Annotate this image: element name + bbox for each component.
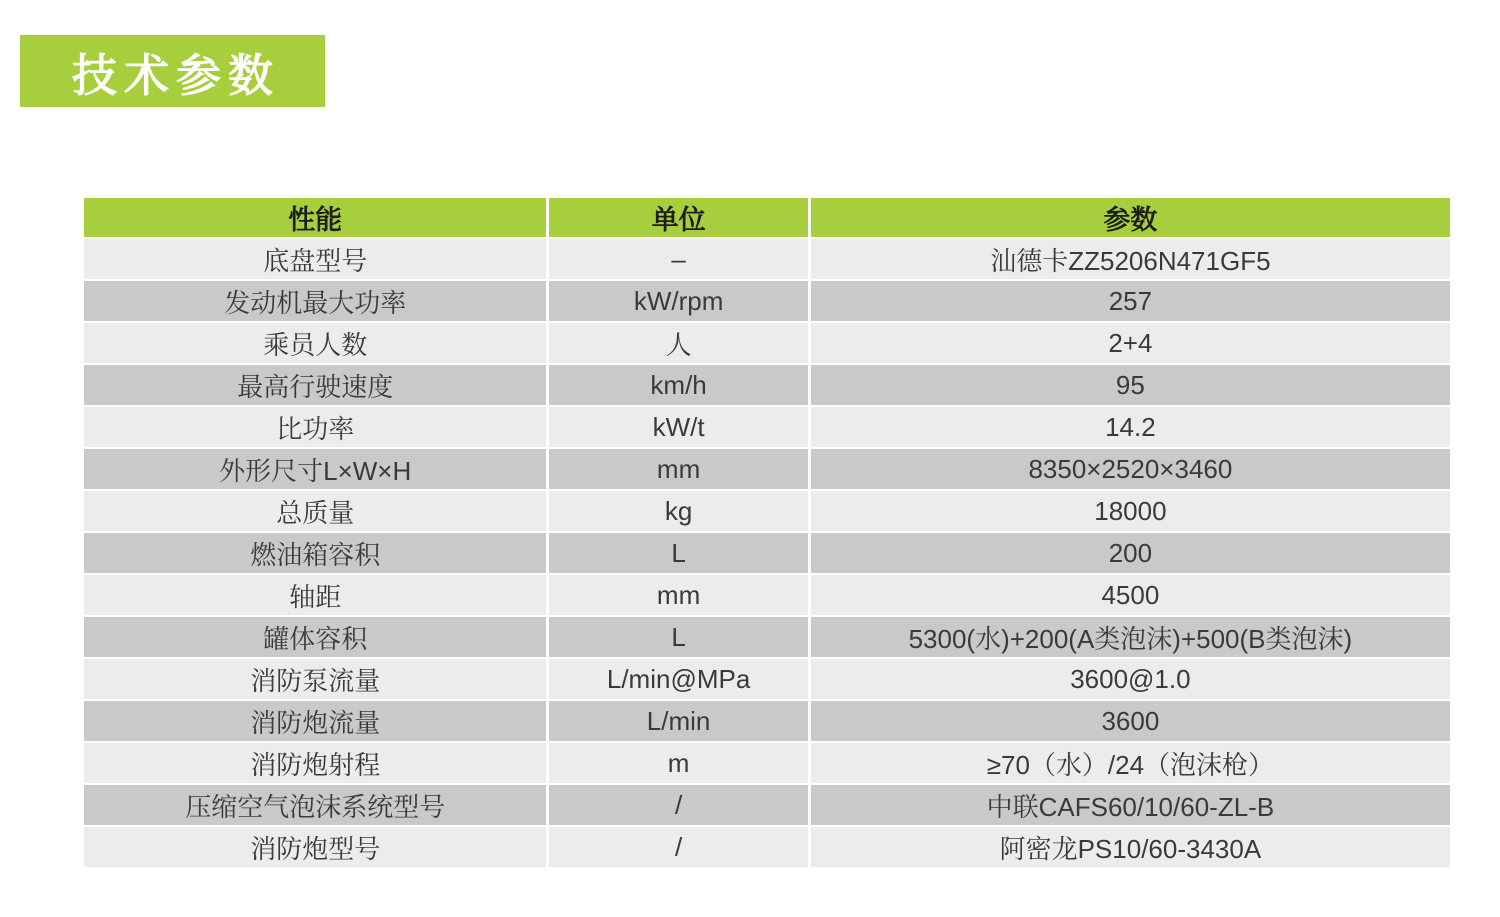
value-cell: 2+4 (811, 323, 1450, 363)
param-name-cell: 压缩空气泡沫系统型号 (84, 785, 546, 825)
value-cell: 阿密龙PS10/60-3430A (811, 827, 1450, 867)
value-cell: 8350×2520×3460 (811, 449, 1450, 489)
unit-cell: mm (549, 449, 807, 489)
table-row (84, 407, 1450, 447)
param-name-cell: 发动机最大功率 (84, 281, 546, 321)
param-name-cell: 消防炮射程 (84, 743, 546, 783)
param-name-cell: 罐体容积 (84, 617, 546, 657)
param-name-cell: 底盘型号 (84, 239, 546, 279)
unit-cell: kW/t (549, 407, 807, 447)
unit-cell: – (549, 239, 807, 279)
unit-cell: L (549, 617, 807, 657)
header-performance: 性能 (84, 198, 546, 237)
value-cell: ≥70（水）/24（泡沫枪） (811, 743, 1450, 783)
param-name-cell: 最高行驶速度 (84, 365, 546, 405)
table-row (84, 239, 1450, 279)
table-row (84, 743, 1450, 783)
param-name-cell: 总质量 (84, 491, 546, 531)
table-row (84, 827, 1450, 867)
table-row (84, 659, 1450, 699)
unit-cell: km/h (549, 365, 807, 405)
value-cell: 14.2 (811, 407, 1450, 447)
unit-cell: L/min@MPa (549, 659, 807, 699)
param-name-cell: 轴距 (84, 575, 546, 615)
param-name-cell: 燃油箱容积 (84, 533, 546, 573)
table-row (84, 491, 1450, 531)
table-row (84, 575, 1450, 615)
value-cell: 200 (811, 533, 1450, 573)
table-row (84, 701, 1450, 741)
value-cell: 3600 (811, 701, 1450, 741)
value-cell: 中联CAFS60/10/60-ZL-B (811, 785, 1450, 825)
value-cell: 257 (811, 281, 1450, 321)
param-name-cell: 消防泵流量 (84, 659, 546, 699)
unit-cell: kg (549, 491, 807, 531)
param-name-cell: 比功率 (84, 407, 546, 447)
table-row (84, 533, 1450, 573)
table-row (84, 617, 1450, 657)
unit-cell: / (549, 827, 807, 867)
param-name-cell: 外形尺寸L×W×H (84, 449, 546, 489)
param-name-cell: 消防炮型号 (84, 827, 546, 867)
value-cell: 汕德卡ZZ5206N471GF5 (811, 239, 1450, 279)
unit-cell: mm (549, 575, 807, 615)
unit-cell: kW/rpm (549, 281, 807, 321)
value-cell: 4500 (811, 575, 1450, 615)
table-row (84, 281, 1450, 321)
section-title: 技术参数 (71, 49, 280, 101)
table-row (84, 785, 1450, 825)
spec-table (81, 196, 1453, 869)
value-cell: 95 (811, 365, 1450, 405)
value-cell: 3600@1.0 (811, 659, 1450, 699)
table-row (84, 449, 1450, 489)
value-cell: 5300(水)+200(A类泡沫)+500(B类泡沫) (811, 617, 1450, 657)
table-row (84, 323, 1450, 363)
value-cell: 18000 (811, 491, 1450, 531)
unit-cell: m (549, 743, 807, 783)
unit-cell: 人 (549, 323, 807, 363)
table-row (84, 365, 1450, 405)
unit-cell: L/min (549, 701, 807, 741)
param-name-cell: 乘员人数 (84, 323, 546, 363)
header-unit: 单位 (549, 198, 807, 237)
section-title-badge (20, 35, 325, 107)
header-parameter: 参数 (811, 198, 1450, 237)
unit-cell: / (549, 785, 807, 825)
unit-cell: L (549, 533, 807, 573)
param-name-cell: 消防炮流量 (84, 701, 546, 741)
header-row (84, 198, 1450, 237)
